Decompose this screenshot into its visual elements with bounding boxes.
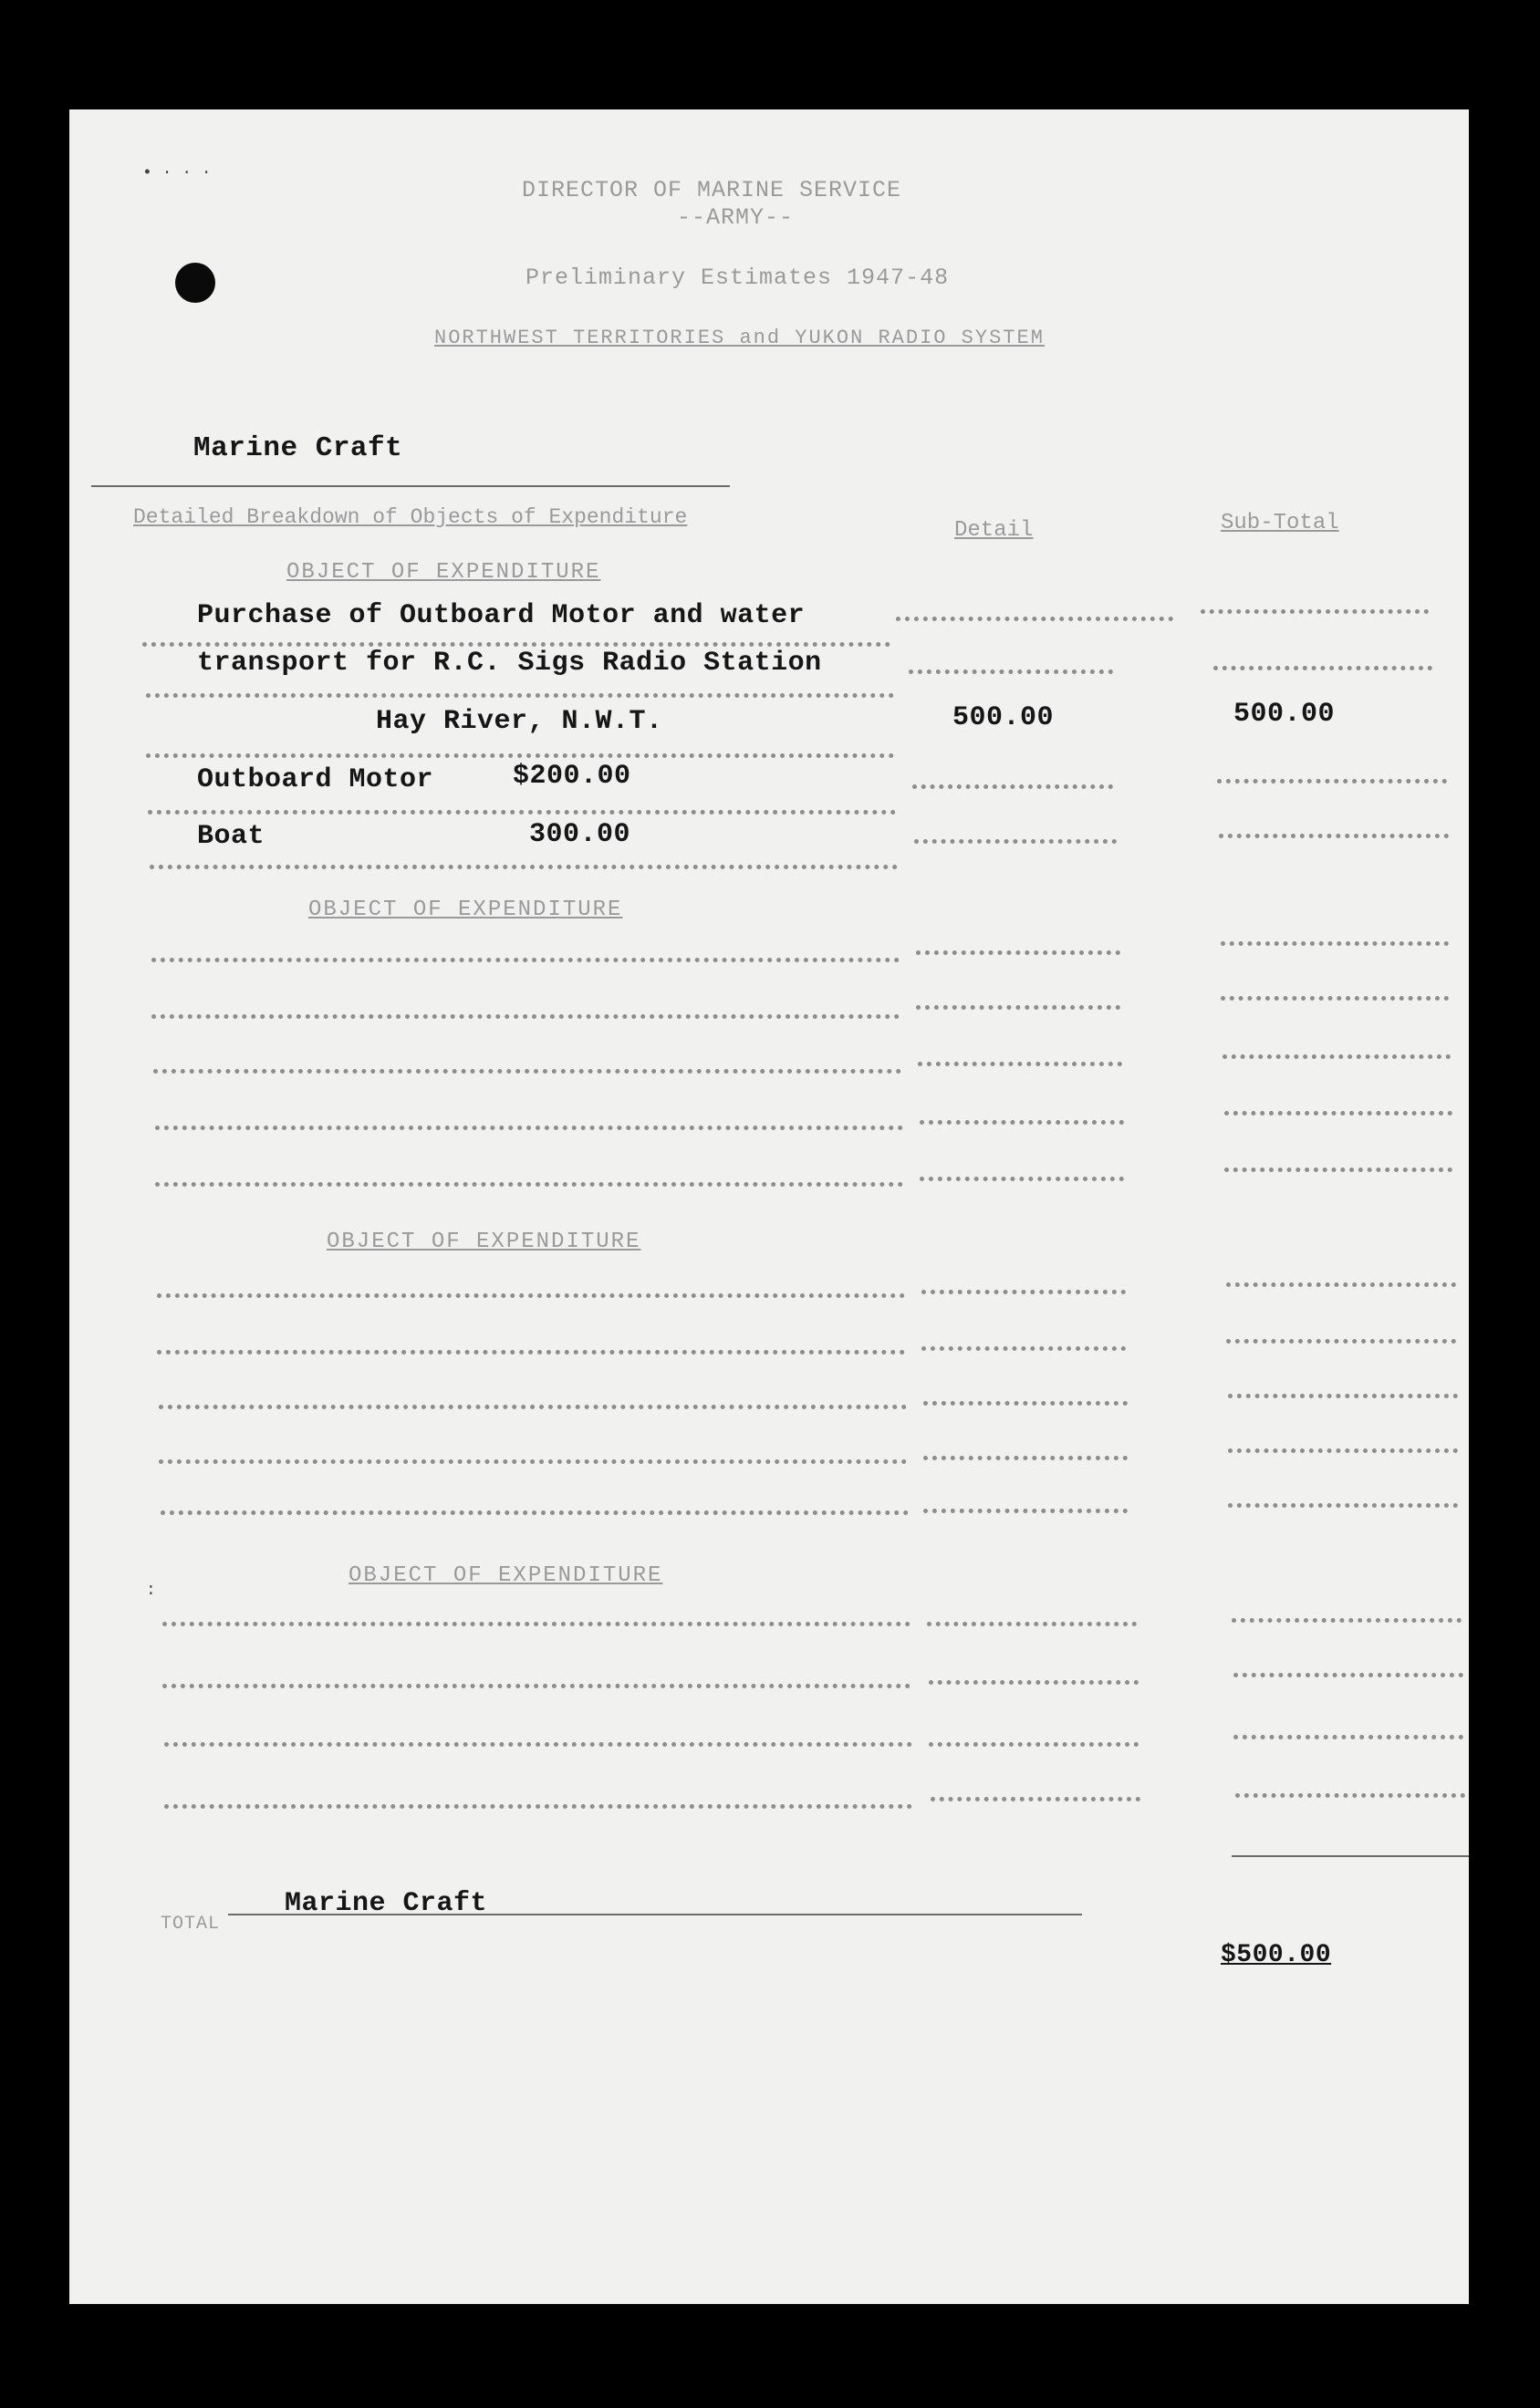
subtotal-dots [1233,1735,1463,1739]
subtotal-dots [1228,1503,1458,1508]
subtotal-dots [1219,834,1449,838]
header-line-2: --ARMY-- [677,204,795,231]
object-heading-3: OBJECT OF EXPENDITURE [327,1230,641,1254]
dotted-line [161,1510,909,1515]
section-rule [91,485,730,487]
document-page [69,109,1469,2304]
object-heading-4: OBJECT OF EXPENDITURE [349,1563,663,1588]
section-title: Marine Craft [193,432,403,464]
detail-dots [923,1456,1128,1460]
subtotal-dots [1226,1339,1456,1344]
subtotal-dots [1232,1618,1462,1623]
detail-dots [923,1509,1128,1513]
dotted-line [157,1293,905,1298]
subtotal-rule [1232,1855,1469,1857]
total-label: TOTAL [161,1914,221,1935]
detail-dots [929,1680,1139,1685]
dotted-line [162,1684,910,1688]
detail-dots [914,839,1117,844]
detail-dots [918,1062,1122,1066]
detail-dots [929,1742,1139,1747]
detail-dots [909,669,1113,674]
header-line-4: NORTHWEST TERRITORIES and YUKON RADIO SYSTEM [434,327,1045,349]
dotted-line [155,1182,903,1187]
detail-dots [927,1622,1137,1626]
dotted-line [142,642,890,647]
subtotal-dots [1217,779,1447,784]
subtotal-dots [1213,666,1432,670]
detail-dots [916,950,1120,955]
total-amount: $500.00 [1221,1941,1332,1969]
dotted-line [153,1069,901,1074]
dotted-line [150,865,898,869]
total-rule [228,1914,1082,1915]
dotted-line [155,1126,903,1130]
dotted-line [157,1350,905,1354]
detail-amount: 500.00 [952,702,1055,733]
dotted-line [162,1622,910,1626]
dotted-line [146,753,894,758]
boat-label: Boat [197,821,265,852]
dotted-line [151,958,900,962]
dotted-line [148,810,896,815]
margin-mark: : [146,1582,156,1600]
column-header-detail: Detail [954,518,1034,543]
detail-dots [912,784,1113,789]
boat-amount: 300.00 [529,819,631,850]
detail-dots [916,1005,1120,1010]
subtotal-dots [1221,996,1449,1001]
header-line-1: DIRECTOR OF MARINE SERVICE [522,177,902,203]
dotted-line [146,693,894,698]
subtotal-dots [1233,1673,1463,1677]
outboard-motor-label: Outboard Motor [197,764,434,795]
margin-mark: • · · · [142,164,212,182]
detail-dots [920,1120,1124,1125]
detail-dots [921,1346,1126,1351]
total-name: Marine Craft [285,1888,488,1919]
detail-dots [921,1290,1126,1294]
subtotal-dots [1221,941,1449,946]
item-line-2: transport for R.C. Sigs Radio Station [197,648,822,679]
item-line-1: Purchase of Outboard Motor and water [197,600,806,631]
column-header-subtotal: Sub-Total [1221,511,1339,535]
subtotal-dots [1228,1394,1458,1398]
item-line-3: Hay River, N.W.T. [376,706,663,737]
dotted-line [164,1742,912,1747]
detail-dots [896,617,1173,621]
detail-dots [920,1177,1124,1181]
subtotal-dots [1228,1448,1458,1453]
subtotal-dots [1223,1054,1451,1059]
detail-dots [923,1401,1128,1406]
object-heading-2: OBJECT OF EXPENDITURE [308,898,623,922]
dotted-line [159,1459,907,1464]
object-heading-1: OBJECT OF EXPENDITURE [286,560,601,585]
punch-hole [175,263,215,303]
subtotal-dots [1201,609,1429,614]
dotted-line [164,1804,912,1809]
subtotal-dots [1226,1282,1456,1287]
outboard-motor-amount: $200.00 [513,761,631,792]
subtotal-dots [1235,1793,1465,1798]
column-header-breakdown: Detailed Breakdown of Objects of Expenditure [133,505,688,529]
subtotal-dots [1224,1168,1452,1172]
dotted-line [151,1014,900,1019]
subtotal-amount: 500.00 [1233,699,1336,730]
detail-dots [931,1797,1140,1801]
subtotal-dots [1224,1111,1452,1116]
header-line-3: Preliminary Estimates 1947-48 [525,265,950,291]
dotted-line [159,1405,907,1409]
